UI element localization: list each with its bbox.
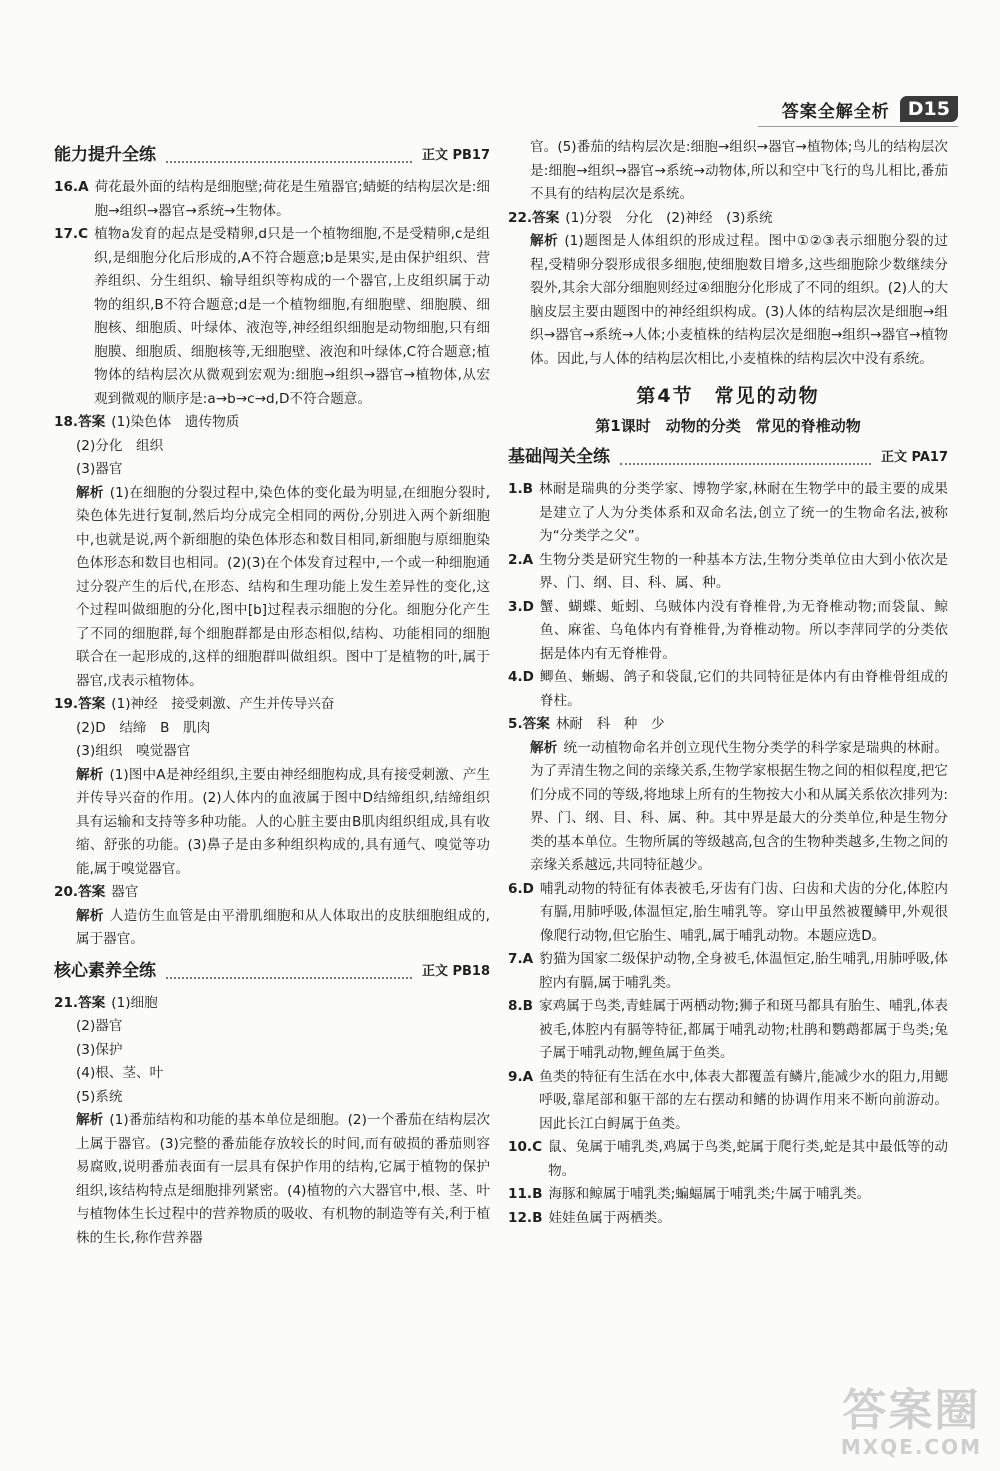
answer-text: 海豚和鲸属于哺乳类;蝙蝠属于哺乳类;牛属于哺乳类。 bbox=[548, 1186, 871, 1202]
answer-line: (1)染色体 遗传物质 bbox=[111, 414, 240, 430]
analysis-label: 解析 bbox=[530, 739, 558, 756]
analysis-text: (1)图中A是神经组织,主要由神经细胞构成,具有接受刺激、产生并传导兴奋的作用。(2)人体内的血液属于图中D结缔组织,结缔组织具有运输和支持等多种功能。人的心脏主要由B肌肉组织组成,具有收缩、舒张的功能。(3)鼻子是由多种组织构成的,具有通气、嗅觉等功能,属于嗅觉器官。 bbox=[76, 766, 491, 877]
analysis-label: 解析 bbox=[76, 766, 104, 783]
section-ref: 正文 PB17 bbox=[421, 148, 490, 164]
analysis bbox=[54, 1109, 490, 1250]
page-header bbox=[782, 92, 958, 126]
analysis-text: 人造仿生血管是由平滑肌细胞和从人体取出的皮肤细胞组成的,属于器官。 bbox=[76, 907, 490, 947]
answer-number: 21.答案 bbox=[54, 994, 106, 1011]
answer-number: 7.A bbox=[508, 951, 534, 967]
answer-text: 鼠、兔属于哺乳类,鸡属于鸟类,蛇属于爬行类,蛇是其中最低等的动物。 bbox=[548, 1139, 948, 1179]
answer-text: 植物a发育的起点是受精卵,d只是一个植物细胞,不是受精卵,c是组织,是细胞分化后形成的,A不符合题意;b是果实,是由保护组织、营养组织、分生组织、输导组织等构成的一个器官,上皮组织属于动物的组织,B不符合题意;d是一个植物细胞,有细胞壁、细胞膜、细胞核、细胞质、叶绿体、液泡等,神经组织细胞是动物细胞,只有细胞膜、细胞质、细胞核等,无细胞壁、液泡和叶绿体,C符合题意;植物体的结构层次从微观到宏观为:细胞→组织→器官→植物体,从宏观到微观的顺序是:a→b→c→d,D不符合题意。 bbox=[94, 226, 490, 407]
answer-22 bbox=[508, 207, 948, 372]
answer-line: (5)系统 bbox=[76, 1088, 123, 1105]
answer-text: 荷花最外面的结构是细胞壁;荷花是生殖器官;蜻蜓的结构层次是:细胞→组织→器官→系统→生物体。 bbox=[94, 179, 490, 219]
answer-number: 3.D bbox=[508, 598, 534, 615]
answer-number: 20.答案 bbox=[54, 884, 106, 900]
section-ref: 正文 PB18 bbox=[421, 963, 490, 979]
section-ref: 正文 PA17 bbox=[880, 450, 948, 466]
dotted-leader bbox=[166, 149, 412, 163]
answer-16 bbox=[54, 176, 490, 223]
left-column bbox=[54, 136, 490, 1250]
answer-line: (3)器官 bbox=[76, 461, 123, 477]
analysis-label: 解析 bbox=[530, 233, 559, 249]
answer-18 bbox=[54, 411, 490, 693]
answer-number: 19.答案 bbox=[54, 696, 106, 712]
answer-number: 11.B bbox=[508, 1186, 543, 1202]
answer-line: (2)分化 组织 bbox=[76, 437, 164, 454]
answer-number: 6.D bbox=[508, 880, 534, 897]
answer-3 bbox=[508, 596, 948, 667]
answer-number: 1.B bbox=[508, 481, 533, 497]
watermark-logo bbox=[841, 1387, 982, 1459]
page-badge: D15 bbox=[900, 96, 958, 122]
analysis-label: 解析 bbox=[76, 484, 104, 501]
answer-text: 蟹、蝴蝶、蚯蚓、乌贼体内没有脊椎骨,为无脊椎动物;而袋鼠、鲸鱼、麻雀、乌龟体内有脊椎骨,为脊椎动物。所以李萍同学的分类依据是体内有无脊椎骨。 bbox=[539, 598, 948, 662]
answer-text: 娃娃鱼属于两栖类。 bbox=[548, 1209, 671, 1226]
section-title: 能力提升全练 bbox=[54, 145, 156, 166]
watermark-title: 答案圈 bbox=[842, 1385, 981, 1436]
answer-line: (2)器官 bbox=[76, 1018, 123, 1034]
analysis bbox=[54, 764, 490, 882]
answer-number: 5.答案 bbox=[508, 716, 550, 732]
answer-11 bbox=[508, 1183, 948, 1207]
analysis-text: (1)在细胞的分裂过程中,染色体的变化最为明显,在细胞分裂时,染色体先进行复制,然后均分成完全相同的两份,分别进入两个新细胞中,也就是说,两个新细胞的染色体形态和数目相同,新细胞与原细胞染色体形态和数目也相同。(2)(3)在个体发育过程中,一个或一种细胞通过分裂产生的后代,在形态、结构和生理功能上发生差异性的变化,这个过程叫做细胞的分化,图中[b]过程表示细胞的分化。细胞分化产生了不同的细胞群,每个细胞群都是由形态相似,结构、功能相同的细胞联合在一起形成的,这样的细胞群叫做组织。图中丁是植物的叶,属于器官,戊表示植物体。 bbox=[76, 484, 491, 689]
answer-1 bbox=[508, 478, 948, 549]
answer-line: (1)细胞 bbox=[111, 994, 158, 1011]
answer-text: 豹猫为国家二级保护动物,全身被毛,体温恒定,胎生哺乳,用肺呼吸,体腔内有膈,属于哺乳类。 bbox=[539, 951, 948, 991]
answer-number: 8.B bbox=[508, 998, 533, 1014]
answer-text: 生物分类是研究生物的一种基本方法,生物分类单位由大到小依次是界、门、纲、目、科、属、种。 bbox=[539, 551, 948, 591]
answer-text: 哺乳动物的特征有体表被毛,牙齿有门齿、臼齿和犬齿的分化,体腔内有膈,用肺呼吸,体温恒定,胎生哺乳等。穿山甲虽然被覆鳞甲,外观很像爬行动物,但它胎生、哺乳,属于哺乳动物。本题应选D。 bbox=[539, 880, 948, 944]
answer-19 bbox=[54, 693, 490, 881]
answer-text: 鱼类的特征有生活在水中,体表大都覆盖有鳞片,能减少水的阻力,用鳃呼吸,靠尾部和躯干部的左右摆动和鳍的协调作用来不断向前游动。因此长江白鲟属于鱼类。 bbox=[539, 1068, 948, 1132]
answer-6 bbox=[508, 878, 948, 949]
answer-line: (3)组织 嗅觉器官 bbox=[76, 743, 191, 759]
answer-5 bbox=[508, 713, 948, 878]
analysis bbox=[508, 230, 948, 371]
answer-number: 17.C bbox=[54, 226, 89, 242]
header-title: 答案全解全析 bbox=[781, 101, 890, 122]
answer-9 bbox=[508, 1066, 948, 1137]
analysis bbox=[508, 737, 948, 878]
answer-17 bbox=[54, 223, 490, 411]
answer-number: 16.A bbox=[54, 179, 89, 195]
answer-20 bbox=[54, 881, 490, 952]
analysis-label: 解析 bbox=[76, 907, 104, 924]
analysis bbox=[54, 905, 490, 952]
analysis-text: (1)题图是人体组织的形成过程。图中①②③表示细胞分裂的过程,受精卵分裂形成很多细胞,使细胞数目增多,这些细胞除少数继续分裂外,其余大部分细胞则经过④细胞分化形成了不同的组织。(2)人的大脑皮层主要由题图中的神经组织构成。(3)人体的结构层次是细胞→组织→器官→系统→人体;小麦植株的结构层次是细胞→组织→器官→植物体。因此,与人体的结构层次相比,小麦植株的结构层次中没有系统。 bbox=[530, 233, 948, 367]
answer-line: (1)分裂 分化 (2)神经 (3)系统 bbox=[565, 209, 773, 226]
section-header-ability bbox=[54, 142, 490, 170]
answer-4 bbox=[508, 666, 948, 713]
header-rule bbox=[758, 126, 958, 127]
answer-text: 林耐是瑞典的分类学家、博物学家,林耐在生物学中的最主要的成果是建立了人为分类体系和双命名法,创立了统一的生物命名法,被称为“分类学之父”。 bbox=[538, 481, 948, 544]
answer-line: (2)D 结缔 B 肌肉 bbox=[76, 719, 211, 736]
section-header-core bbox=[54, 958, 490, 986]
analysis-text: (1)番茄结构和功能的基本单位是细胞。(2)一个番茄在结构层次上属于器官。(3)完整的番茄能存放较长的时间,而有破损的番茄则容易腐败,说明番茄表面有一层具有保护作用的结构,它属于植物的保护组织,该结构特点是细胞排列紧密。(4)植物的六大器官中,根、茎、叶与植物体生长过程中的营养物质的吸收、有机物的制造等有关,利于植株的生长,称作营养器 bbox=[76, 1112, 491, 1246]
section-header-basic bbox=[508, 444, 948, 472]
answer-line: (3)保护 bbox=[76, 1041, 123, 1058]
answer-line: (1)神经 接受刺激、产生并传导兴奋 bbox=[111, 696, 335, 712]
answer-number: 12.B bbox=[508, 1209, 543, 1226]
answer-number: 2.A bbox=[508, 551, 534, 568]
answer-number: 22.答案 bbox=[508, 209, 560, 226]
continued-text: 官。(5)番茄的结构层次是:细胞→组织→器官→植物体;鸟儿的结构层次是:细胞→组织→器官→系统→动物体,所以和空中飞行的鸟儿相比,番茄不具有的结构层次是系统。 bbox=[530, 139, 948, 202]
answer-text: 家鸡属于鸟类,青蛙属于两栖动物;狮子和斑马都具有胎生、哺乳,体表被毛,体腔内有膈等特征,都属于哺乳动物;杜鹃和鹦鹉都属于鸟类;兔子属于哺乳动物,鲤鱼属于鱼类。 bbox=[538, 998, 948, 1061]
answer-21 bbox=[54, 992, 490, 1251]
answer-number: 9.A bbox=[508, 1068, 534, 1085]
answer-number: 10.C bbox=[508, 1139, 543, 1155]
section-title: 基础闯关全练 bbox=[508, 447, 610, 468]
answer-12 bbox=[508, 1207, 948, 1231]
section-title: 核心素养全练 bbox=[54, 960, 156, 981]
right-column bbox=[508, 136, 948, 1230]
answer-7 bbox=[508, 948, 948, 995]
answer-line: (4)根、茎、叶 bbox=[76, 1065, 164, 1081]
answer-text: 鲫鱼、蜥蜴、鸽子和袋鼠,它们的共同特征是体内有由脊椎骨组成的脊柱。 bbox=[539, 669, 948, 709]
analysis-text: 统一动植物命名并创立现代生物分类学的科学家是瑞典的林耐。为了弄清生物之间的亲缘关系,生物学家根据生物之间的相似程度,把它们分成不同的等级,将地球上所有的生物按大小和从属关系依次排列为:界、门、纲、目、科、属、种。其中界是最大的分类单位,种是生物分类的基本单位。生物所属的等级越高,包含的生物种类越多,生物之间的亲缘关系越远,共同特征越少。 bbox=[530, 739, 949, 873]
answer-10 bbox=[508, 1136, 948, 1183]
chapter-title: 第4节 常见的动物 bbox=[636, 385, 820, 407]
dotted-leader bbox=[166, 965, 412, 979]
analysis-label: 解析 bbox=[76, 1112, 104, 1128]
lesson-title: 第1课时 动物的分类 常见的脊椎动物 bbox=[595, 416, 861, 435]
answer-8 bbox=[508, 995, 948, 1066]
answer-line: 器官 bbox=[111, 884, 139, 900]
answer-number: 4.D bbox=[508, 669, 534, 685]
answer-2 bbox=[508, 549, 948, 596]
answer-number: 18.答案 bbox=[54, 414, 106, 430]
analysis bbox=[54, 482, 490, 694]
watermark-url: MXQE.COM bbox=[840, 1435, 982, 1459]
dotted-leader bbox=[620, 451, 871, 465]
answer-line: 林耐 科 种 少 bbox=[555, 716, 665, 732]
